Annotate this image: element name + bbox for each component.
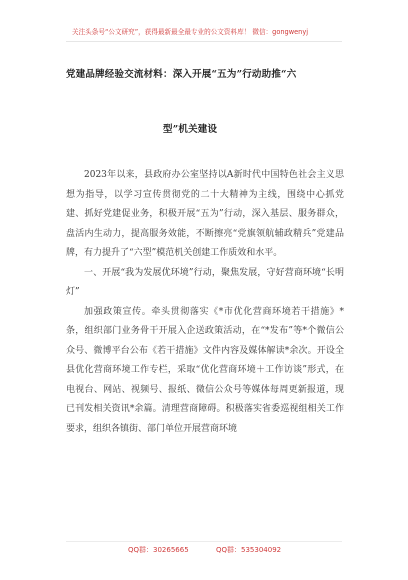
document-title-line-1: 党建品牌经验交流材料：深入开展“五为”行动助推“六 — [66, 69, 297, 80]
paragraph-intro: 2023年以来，县政府办公室坚持以A新时代中国特色社会主义思想为指导，以学习宣传贯彻党的二十大精神为主线，围绕中心抓党建、抓好党建促业务，积极开展“五为”行动，深入基层、服务群众，盘活内生动力，提高服务效能，不断擦亮“党旗领航辅政精兵”党建品牌，有力提升了“六型”模范机关创建工作质效和水平。 — [66, 170, 344, 258]
footer-qq-group-1: QQ群：30265665 — [128, 546, 189, 554]
document-body — [66, 166, 344, 439]
paragraph-policy: 加强政策宣传。牵头贯彻落实《*市优化营商环境若干措施》*条，组织部门业务骨干开展入企送政策活动，在“*发布”等*个微信公众号、微博平台公布《若干措施》文件内容及媒体解读*余次。开设全县优化营商环境工作专栏，采取“优化营商环境＋工作访谈”形式，在电视台、网站、视频号、报纸、微信公众号等媒体每周更新报道，现已刊发相关资讯*余篇。清理营商障碍。积极落实省委巡视组相关工作要求，组织各镇街、部门单位开展营商环境 — [66, 306, 344, 434]
footer-qq-group-2: QQ群：535304092 — [216, 546, 282, 554]
footer-divider — [66, 541, 342, 542]
section-heading-1: 一、开展“我为发展优环境”行动，聚焦发展，守好营商环境“长明灯” — [66, 267, 344, 297]
document-title-line-2: 型”机关建设 — [163, 124, 218, 135]
header-notice: 关注头条号“公文研究”，获得最新最全最专业的公文资料库！ 微信：gongwenyj — [72, 28, 309, 36]
header-divider — [66, 41, 342, 42]
